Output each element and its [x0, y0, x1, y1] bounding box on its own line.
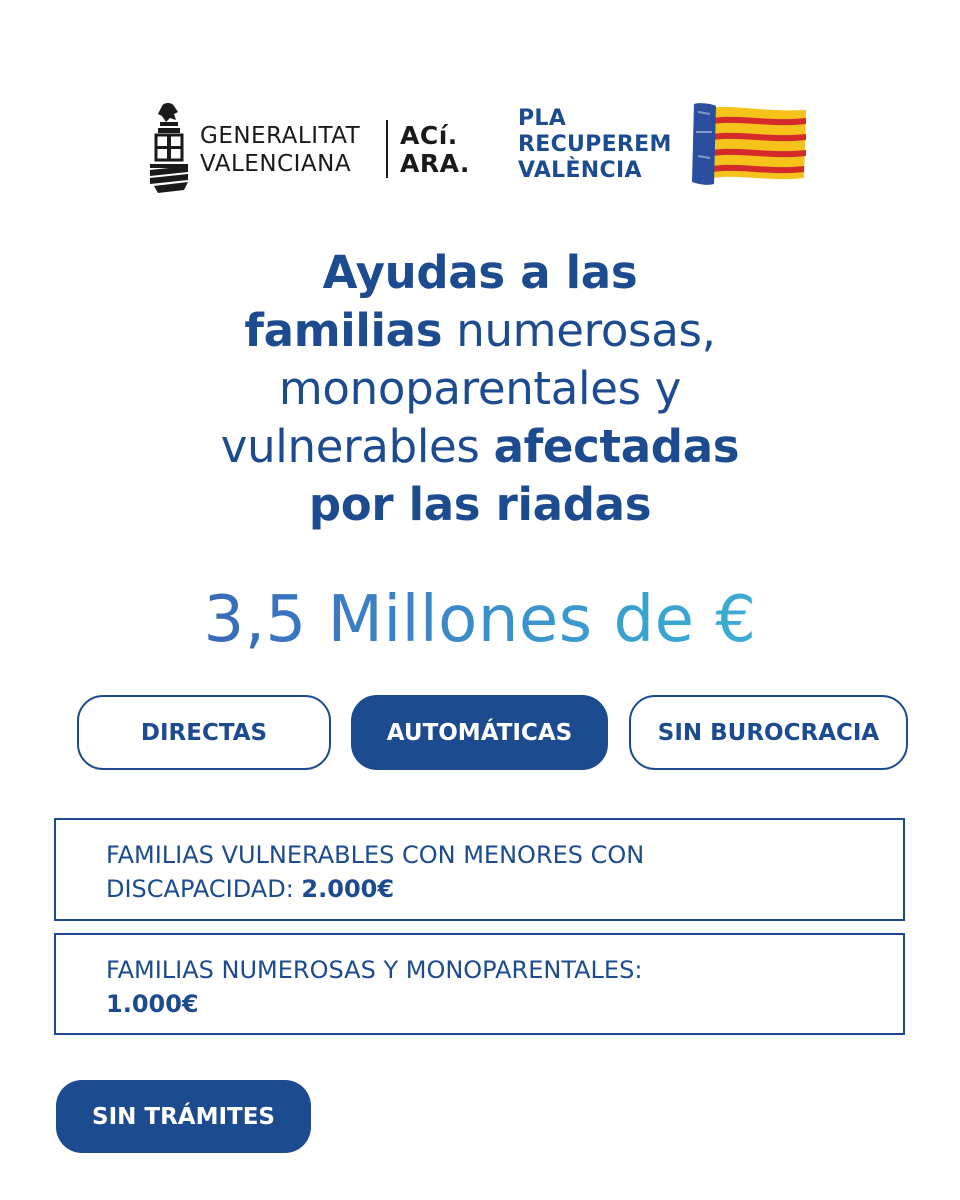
pla-line1: PLA — [518, 106, 567, 131]
headline — [60, 244, 900, 534]
aci-line2: ARA. — [400, 149, 470, 178]
aid-box-numerosas — [54, 933, 905, 1035]
headline-line4 — [60, 418, 900, 476]
headline-bold-6: afectadas — [493, 420, 740, 473]
headline-bold-1: Ayudas a las — [322, 246, 638, 299]
pla-recuperem-logo — [518, 102, 818, 192]
aci-line1: ACí. — [400, 121, 458, 150]
aid-box-vulnerables — [54, 818, 905, 921]
headline-line5 — [60, 476, 900, 534]
pla-line2: RECUPEREM — [518, 132, 672, 157]
generalitat-valenciana-logo — [148, 102, 478, 194]
aid-box-line1: FAMILIAS VULNERABLES CON MENORES CON — [106, 841, 645, 869]
headline-bold-7: por las riadas — [308, 478, 652, 531]
pla-recuperem-wordmark — [518, 106, 672, 184]
headline-text-4: monoparentales y — [278, 362, 682, 415]
headline-text-5: vulnerables — [220, 420, 494, 473]
aid-amount: 2.000€ — [301, 875, 395, 903]
headline-line3 — [60, 360, 900, 418]
tag-directas: DIRECTAS — [77, 695, 331, 770]
logo-divider — [386, 120, 388, 178]
aid-box-label: DISCAPACIDAD: — [106, 875, 302, 903]
generalitat-crest-icon — [148, 102, 190, 194]
senyera-flag-icon — [690, 102, 808, 186]
aid-amount: 1.000€ — [106, 990, 199, 1018]
tag-sin-burocracia: SIN BUROCRACIA — [629, 695, 908, 770]
aid-box-line1: FAMILIAS NUMEROSAS Y MONOPARENTALES: — [106, 956, 643, 984]
aci-ara-wordmark — [400, 122, 470, 178]
pla-line3: VALÈNCIA — [518, 158, 642, 183]
aid-box-line2 — [106, 872, 903, 906]
generalitat-line1: GENERALITAT — [200, 123, 361, 149]
headline-bold-2: familias — [244, 304, 443, 357]
generalitat-line2: VALENCIANA — [200, 151, 352, 177]
tag-automaticas: AUTOMÁTICAS — [351, 695, 608, 770]
headline-line2 — [60, 302, 900, 360]
headline-line1 — [60, 244, 900, 302]
budget-amount: 3,5 Millones de € — [0, 578, 960, 662]
headline-text-3: numerosas, — [442, 304, 716, 357]
sin-tramites-badge: SIN TRÁMITES — [56, 1080, 311, 1153]
aid-box-line2 — [106, 987, 903, 1021]
generalitat-wordmark — [200, 122, 360, 178]
